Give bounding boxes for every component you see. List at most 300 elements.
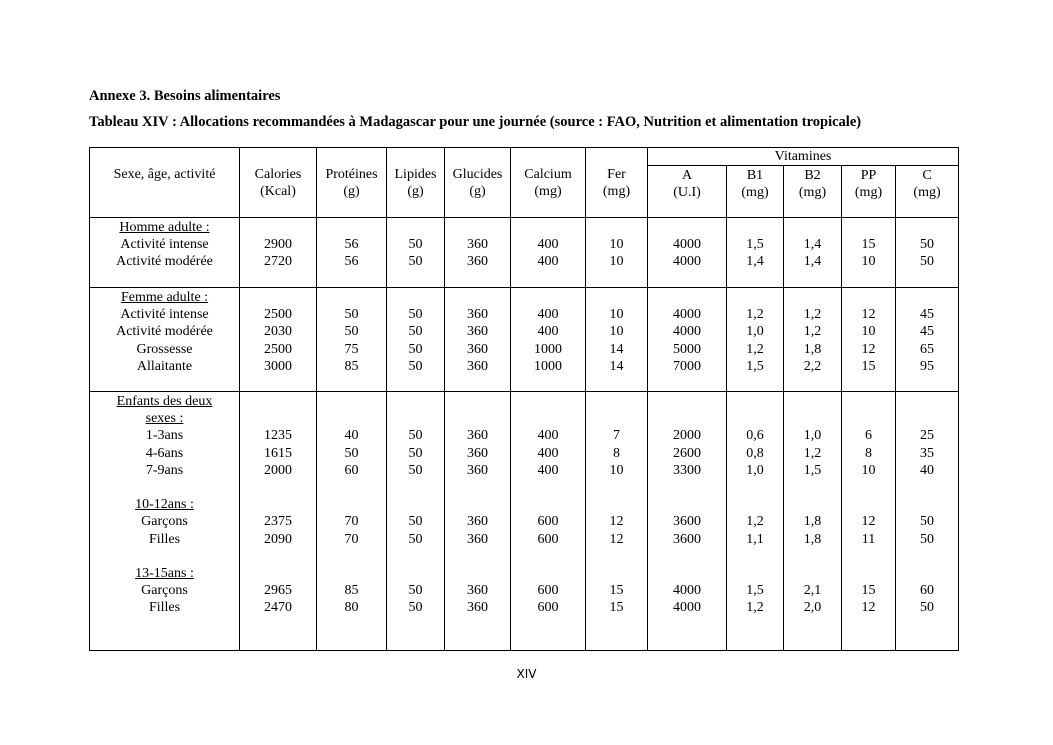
cell-value: 360 (467, 462, 488, 478)
spacer (896, 479, 958, 496)
cell-value: 1,8 (803, 531, 822, 547)
cell-value: 50 (408, 358, 423, 374)
table-row (90, 288, 959, 392)
spacer (511, 496, 585, 513)
cell-value: 40 (344, 428, 359, 444)
cell-value: 10 (861, 324, 876, 340)
cell-value: 400 (537, 428, 559, 444)
spacer (648, 548, 726, 565)
cell-value: 50 (408, 583, 423, 599)
lipides-cell (387, 288, 445, 392)
spacer (586, 289, 647, 306)
cell-value: 1,5 (746, 237, 764, 253)
cell-value: 0,8 (746, 445, 764, 461)
spacer (445, 548, 510, 565)
cell-value: 4000 (673, 583, 701, 599)
cell-value: 45 (920, 324, 935, 340)
cell-value: 360 (467, 341, 488, 357)
cell-value: 2965 (264, 583, 292, 599)
cell-value: 1,2 (746, 341, 764, 357)
cell-value: 3300 (673, 462, 701, 478)
cell-value: 75 (344, 341, 359, 357)
cell-value: 50 (408, 341, 423, 357)
cell-value: 2500 (264, 307, 292, 323)
cell-value: 56 (344, 237, 359, 253)
spacer (387, 410, 444, 427)
header-vit-c: C (mg) (896, 166, 959, 218)
spacer (445, 479, 510, 496)
spacer (842, 289, 895, 306)
cell-value: 11 (861, 531, 876, 547)
cell-value: 35 (920, 445, 935, 461)
spacer (727, 565, 783, 582)
cell-value: 56 (344, 254, 359, 270)
cell-value: 360 (467, 600, 488, 616)
spacer (387, 393, 444, 410)
spacer (387, 219, 444, 236)
glucides-cell (445, 218, 511, 288)
table-title: Tableau XIV : Allocations recommandées à Madagascar pour une journée (source : FAO, Nutrition et alimentation tropicale) (89, 114, 862, 130)
cell-value: 70 (344, 531, 359, 547)
spacer (727, 393, 783, 410)
cell-value: 10 (609, 462, 624, 478)
spacer (317, 410, 386, 427)
vit-b2-cell (784, 288, 842, 392)
cell-value: 50 (408, 307, 423, 323)
group-label: 7-9ans (145, 462, 184, 478)
lipides-cell (387, 218, 445, 288)
cell-value: 1000 (534, 358, 562, 374)
group-label: Grossesse (136, 341, 193, 357)
cell-value: 50 (408, 514, 423, 530)
calcium-cell (511, 218, 586, 288)
cell-value: 50 (920, 237, 935, 253)
proteines-cell (317, 218, 387, 288)
cell-value: 50 (408, 531, 423, 547)
group-heading: 13-15ans : (135, 566, 194, 581)
spacer (586, 479, 647, 496)
group-label: Garçons (141, 583, 188, 599)
cell-value: 65 (920, 341, 935, 357)
cell-value: 400 (537, 307, 559, 323)
cell-value: 50 (408, 462, 423, 478)
group-label: Activité intense (120, 307, 209, 323)
cell-value: 3600 (673, 531, 701, 547)
cell-value: 3600 (673, 514, 701, 530)
spacer (445, 393, 510, 410)
group-cell (90, 288, 240, 392)
cell-value: 2500 (264, 341, 292, 357)
cell-value: 10 (861, 462, 876, 478)
group-label: Filles (148, 531, 181, 547)
cell-value: 2,2 (803, 358, 822, 374)
header-calcium: Calcium (mg) (511, 148, 586, 218)
cell-value: 15 (609, 583, 624, 599)
spacer (511, 219, 585, 236)
spacer (784, 548, 841, 565)
header-group: Sexe, âge, activité (90, 148, 240, 218)
cell-value: 60 (344, 462, 359, 478)
spacer (240, 219, 316, 236)
cell-value: 50 (920, 254, 935, 270)
spacer (445, 410, 510, 427)
group-label: Activité intense (120, 237, 209, 253)
vit-b2-cell (784, 218, 842, 288)
table-row (90, 218, 959, 288)
spacer (648, 565, 726, 582)
cell-value: 1,0 (803, 428, 822, 444)
cell-value: 360 (467, 531, 488, 547)
cell-value: 10 (861, 254, 876, 270)
lipides-cell (387, 392, 445, 651)
cell-value: 12 (861, 600, 876, 616)
spacer (896, 219, 958, 236)
header-vit-b1: B1 (mg) (727, 166, 784, 218)
cell-value: 1,2 (746, 514, 764, 530)
spacer (784, 219, 841, 236)
cell-value: 4000 (673, 324, 701, 340)
cell-value: 0,6 (746, 428, 764, 444)
cell-value: 25 (920, 428, 935, 444)
cell-value: 10 (609, 307, 624, 323)
group-heading: sexes : (145, 411, 184, 427)
cell-value: 50 (920, 514, 935, 530)
spacer (784, 565, 841, 582)
group-cell (90, 392, 240, 651)
cell-value: 1,0 (746, 462, 764, 478)
header-vit-a: A (U.I) (648, 166, 727, 218)
header-vitamines: Vitamines (648, 148, 959, 166)
spacer (727, 496, 783, 513)
spacer (240, 289, 316, 306)
spacer (727, 289, 783, 306)
fer-cell (586, 288, 648, 392)
cell-value: 7000 (673, 358, 701, 374)
spacer (90, 548, 239, 565)
cell-value: 85 (344, 358, 359, 374)
cell-value: 1000 (534, 341, 562, 357)
vit-b2-cell (784, 392, 842, 651)
vit-a-cell (648, 392, 727, 651)
spacer (896, 496, 958, 513)
spacer (445, 565, 510, 582)
cell-value: 400 (537, 324, 559, 340)
spacer (648, 410, 726, 427)
vit-a-cell (648, 288, 727, 392)
spacer (511, 289, 585, 306)
cell-value: 1615 (264, 445, 292, 461)
spacer (648, 479, 726, 496)
cell-value: 50 (408, 600, 423, 616)
cell-value: 50 (920, 531, 935, 547)
spacer (842, 496, 895, 513)
fer-cell (586, 392, 648, 651)
cell-value: 1,0 (746, 324, 764, 340)
spacer (842, 393, 895, 410)
spacer (445, 289, 510, 306)
calcium-cell (511, 392, 586, 651)
group-label: Activité modérée (116, 254, 213, 270)
vit-a-cell (648, 218, 727, 288)
cell-value: 1,4 (803, 237, 822, 253)
spacer (842, 479, 895, 496)
spacer (784, 289, 841, 306)
group-label: Activité modérée (116, 324, 213, 340)
cell-value: 1,8 (803, 341, 822, 357)
cell-value: 95 (920, 358, 935, 374)
header-proteines: Protéines (g) (317, 148, 387, 218)
spacer (387, 479, 444, 496)
cell-value: 2720 (264, 254, 292, 270)
group-label: 1-3ans (145, 428, 184, 444)
cell-value: 45 (920, 307, 935, 323)
spacer (387, 548, 444, 565)
vit-b1-cell (727, 218, 784, 288)
cell-value: 15 (861, 237, 876, 253)
cell-value: 2,0 (803, 600, 822, 616)
cell-value: 360 (467, 445, 488, 461)
cell-value: 15 (861, 358, 876, 374)
spacer (511, 393, 585, 410)
cell-value: 360 (467, 307, 488, 323)
cell-value: 50 (344, 307, 359, 323)
cell-value: 360 (467, 358, 488, 374)
spacer (387, 565, 444, 582)
cell-value: 360 (467, 514, 488, 530)
proteines-cell (317, 392, 387, 651)
nutrition-table (89, 147, 959, 651)
cell-value: 360 (467, 237, 488, 253)
page-number: XIV (516, 667, 537, 681)
group-heading: Femme adulte : (120, 290, 209, 305)
spacer (511, 565, 585, 582)
cell-value: 50 (344, 445, 359, 461)
cell-value: 12 (609, 531, 624, 547)
cell-value: 40 (920, 462, 935, 478)
cell-value: 7 (613, 428, 620, 444)
group-heading: Homme adulte : (119, 220, 210, 235)
annex-heading: Annexe 3. Besoins alimentaires (89, 88, 281, 104)
cell-value: 50 (408, 254, 423, 270)
spacer (727, 410, 783, 427)
cell-value: 8 (865, 445, 872, 461)
cell-value: 15 (861, 583, 876, 599)
cell-value: 600 (537, 514, 559, 530)
cell-value: 4000 (673, 237, 701, 253)
cell-value: 70 (344, 514, 359, 530)
cell-value: 50 (408, 445, 423, 461)
spacer (387, 289, 444, 306)
cell-value: 60 (920, 583, 935, 599)
cell-value: 50 (408, 428, 423, 444)
cell-value: 10 (609, 237, 624, 253)
table-row (90, 392, 959, 651)
cell-value: 10 (609, 254, 624, 270)
spacer (240, 393, 316, 410)
cell-value: 5000 (673, 341, 701, 357)
group-heading: 10-12ans : (135, 497, 194, 513)
header-glucides: Glucides (g) (445, 148, 511, 218)
spacer (586, 565, 647, 582)
spacer (317, 496, 386, 513)
spacer (240, 479, 316, 496)
spacer (317, 289, 386, 306)
cell-value: 12 (861, 307, 876, 323)
group-label: Garçons (141, 514, 188, 530)
spacer (240, 548, 316, 565)
cell-value: 14 (609, 358, 624, 374)
calories-cell (240, 288, 317, 392)
spacer (240, 410, 316, 427)
spacer (784, 496, 841, 513)
spacer (842, 410, 895, 427)
cell-value: 360 (467, 254, 488, 270)
spacer (842, 565, 895, 582)
cell-value: 360 (467, 324, 488, 340)
vit-c-cell (896, 392, 959, 651)
spacer (727, 548, 783, 565)
group-label: Filles (148, 600, 181, 616)
cell-value: 10 (609, 324, 624, 340)
cell-value: 360 (467, 428, 488, 444)
spacer (586, 410, 647, 427)
spacer (511, 410, 585, 427)
cell-value: 1,2 (746, 600, 764, 616)
vit-pp-cell (842, 218, 896, 288)
spacer (784, 410, 841, 427)
header-fer: Fer (mg) (586, 148, 648, 218)
cell-value: 400 (537, 462, 559, 478)
cell-value: 4000 (673, 600, 701, 616)
cell-value: 400 (537, 254, 559, 270)
vit-pp-cell (842, 392, 896, 651)
spacer (317, 393, 386, 410)
spacer (648, 393, 726, 410)
spacer (511, 548, 585, 565)
header-vit-pp: PP (mg) (842, 166, 896, 218)
vit-b1-cell (727, 288, 784, 392)
cell-value: 1,2 (803, 445, 822, 461)
cell-value: 50 (408, 237, 423, 253)
calories-cell (240, 218, 317, 288)
fer-cell (586, 218, 648, 288)
cell-value: 2600 (673, 445, 701, 461)
calcium-cell (511, 288, 586, 392)
spacer (586, 393, 647, 410)
header-calories: Calories (Kcal) (240, 148, 317, 218)
spacer (896, 393, 958, 410)
cell-value: 1,5 (746, 358, 764, 374)
cell-value: 85 (344, 583, 359, 599)
cell-value: 1235 (264, 428, 292, 444)
spacer (317, 565, 386, 582)
spacer (727, 219, 783, 236)
cell-value: 2090 (264, 531, 292, 547)
spacer (240, 565, 316, 582)
spacer (387, 496, 444, 513)
cell-value: 80 (344, 600, 359, 616)
spacer (586, 219, 647, 236)
cell-value: 1,4 (746, 254, 764, 270)
vit-c-cell (896, 218, 959, 288)
cell-value: 600 (537, 531, 559, 547)
group-cell (90, 218, 240, 288)
header-lipides: Lipides (g) (387, 148, 445, 218)
cell-value: 50 (344, 324, 359, 340)
spacer (896, 289, 958, 306)
cell-value: 8 (613, 445, 620, 461)
cell-value: 2470 (264, 600, 292, 616)
cell-value: 50 (408, 324, 423, 340)
spacer (317, 548, 386, 565)
spacer (317, 479, 386, 496)
cell-value: 12 (861, 514, 876, 530)
cell-value: 6 (865, 428, 872, 444)
spacer (842, 219, 895, 236)
cell-value: 1,2 (746, 307, 764, 323)
cell-value: 600 (537, 600, 559, 616)
cell-value: 15 (609, 600, 624, 616)
cell-value: 14 (609, 341, 624, 357)
cell-value: 2375 (264, 514, 292, 530)
spacer (90, 479, 239, 496)
spacer (648, 219, 726, 236)
cell-value: 360 (467, 583, 488, 599)
cell-value: 4000 (673, 254, 701, 270)
cell-value: 1,4 (803, 254, 822, 270)
glucides-cell (445, 288, 511, 392)
vit-c-cell (896, 288, 959, 392)
spacer (240, 496, 316, 513)
spacer (648, 289, 726, 306)
vit-b1-cell (727, 392, 784, 651)
spacer (511, 479, 585, 496)
proteines-cell (317, 288, 387, 392)
cell-value: 1,5 (746, 583, 764, 599)
cell-value: 2000 (673, 428, 701, 444)
spacer (648, 496, 726, 513)
spacer (445, 496, 510, 513)
spacer (896, 548, 958, 565)
cell-value: 3000 (264, 358, 292, 374)
cell-value: 4000 (673, 307, 701, 323)
spacer (317, 219, 386, 236)
spacer (586, 548, 647, 565)
spacer (896, 410, 958, 427)
cell-value: 1,8 (803, 514, 822, 530)
spacer (784, 393, 841, 410)
glucides-cell (445, 392, 511, 651)
calories-cell (240, 392, 317, 651)
cell-value: 1,5 (803, 462, 822, 478)
spacer (842, 548, 895, 565)
cell-value: 1,2 (803, 307, 822, 323)
cell-value: 50 (920, 600, 935, 616)
cell-value: 2,1 (803, 583, 822, 599)
cell-value: 400 (537, 237, 559, 253)
group-label: Allaitante (136, 358, 193, 374)
header-vit-b2: B2 (mg) (784, 166, 842, 218)
cell-value: 2030 (264, 324, 292, 340)
cell-value: 400 (537, 445, 559, 461)
vit-pp-cell (842, 288, 896, 392)
group-label: 4-6ans (145, 445, 184, 461)
cell-value: 1,2 (803, 324, 822, 340)
spacer (896, 565, 958, 582)
spacer (727, 479, 783, 496)
cell-value: 12 (861, 341, 876, 357)
spacer (784, 479, 841, 496)
